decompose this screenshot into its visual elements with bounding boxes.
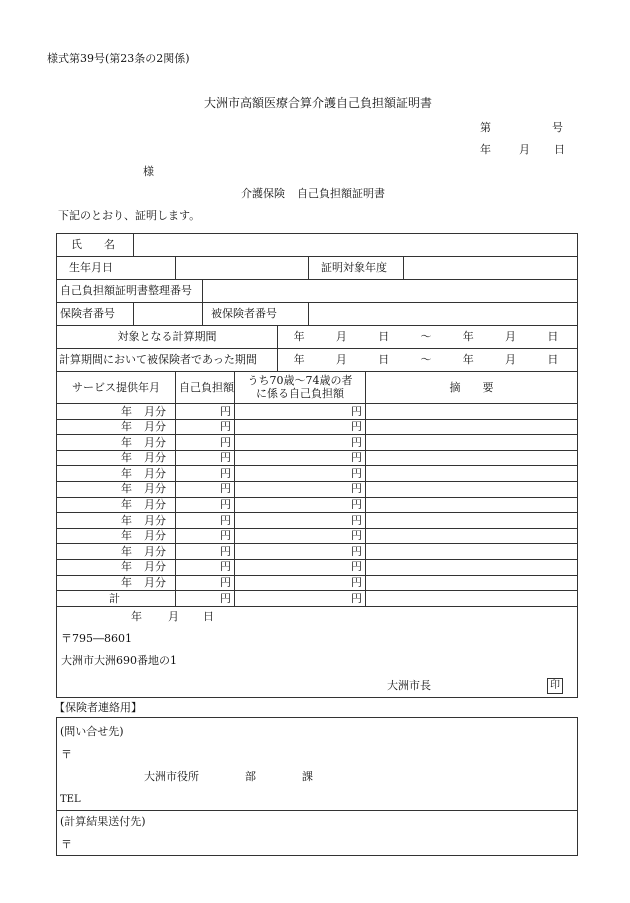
yen-unit: 円: [220, 513, 231, 527]
month-row: [57, 575, 578, 591]
month-row: [57, 528, 578, 544]
month-row: [57, 497, 578, 513]
insured-period-value[interactable]: [278, 349, 578, 372]
period-token: ～: [420, 330, 432, 344]
period-token: 日: [378, 353, 390, 367]
month-row: [57, 466, 578, 482]
cert-year-value[interactable]: [404, 257, 578, 280]
period-token: 月: [505, 353, 517, 367]
yen-unit: 円: [351, 513, 362, 527]
remarks-cell[interactable]: [366, 497, 578, 513]
document-date: [480, 144, 565, 155]
service-month-header: サービス提供年月: [57, 372, 176, 404]
age70-header: [235, 372, 366, 404]
month-row: [57, 559, 578, 575]
tel-label: TEL: [60, 794, 81, 805]
row-month-unit: 月分: [144, 576, 166, 590]
row-year-unit: 年: [121, 466, 132, 480]
birthdate-label: 生年月日: [57, 257, 176, 280]
period-token: 日: [378, 330, 390, 344]
self-pay-cell[interactable]: [176, 513, 235, 529]
remarks-cell[interactable]: [366, 466, 578, 482]
yen-unit: 円: [220, 420, 231, 434]
date-month: 月: [519, 143, 530, 156]
yen-unit: 円: [351, 544, 362, 558]
yen-unit: 円: [220, 466, 231, 480]
contact-divider: [57, 810, 577, 811]
period-token: 月: [505, 330, 517, 344]
yen-unit: 円: [220, 544, 231, 558]
number-prefix: 第: [480, 121, 491, 134]
yen-unit: 円: [220, 591, 231, 605]
self-pay-cell[interactable]: [176, 497, 235, 513]
subtitle-part1: 介護保険: [241, 187, 285, 200]
service-month-cell[interactable]: [57, 544, 176, 560]
name-value[interactable]: [134, 234, 578, 257]
self-pay-header: 自己負担額: [176, 372, 235, 404]
remarks-cell[interactable]: [366, 544, 578, 560]
row-year-unit: 年: [121, 513, 132, 527]
row-year-unit: 年: [121, 451, 132, 465]
yen-unit: 円: [351, 451, 362, 465]
contact-section-title: 【保険者連絡用】: [54, 701, 142, 714]
age70-cell[interactable]: [235, 404, 366, 420]
row-year-unit: 年: [121, 560, 132, 574]
remarks-cell[interactable]: [366, 513, 578, 529]
yen-unit: 円: [351, 435, 362, 449]
service-month-cell[interactable]: [57, 481, 176, 497]
period-token: 月: [335, 330, 347, 344]
yen-unit: 円: [220, 560, 231, 574]
age70-header-line1: うち70歳～74歳の者: [247, 374, 353, 388]
month-row: [57, 544, 578, 560]
service-month-cell[interactable]: [57, 497, 176, 513]
insured-number-value[interactable]: [309, 303, 578, 326]
age70-cell[interactable]: [235, 575, 366, 591]
self-pay-cell[interactable]: [176, 481, 235, 497]
section-suffix: 課: [302, 770, 313, 783]
remarks-cell[interactable]: [366, 419, 578, 435]
document-subtitle: [241, 188, 385, 199]
mayor-title: 大洲市長: [387, 679, 431, 692]
cert-number-label: 自己負担額証明書整理番号: [57, 280, 203, 303]
row-year-unit: 年: [121, 435, 132, 449]
subtitle-part2: 自己負担額証明書: [297, 187, 385, 200]
calc-period-label: 対象となる計算期間: [57, 326, 278, 349]
issue-day: 日: [203, 610, 214, 623]
yen-unit: 円: [351, 482, 362, 496]
service-month-cell[interactable]: [57, 450, 176, 466]
age70-cell[interactable]: [235, 528, 366, 544]
yen-unit: 円: [351, 404, 362, 418]
self-pay-cell[interactable]: [176, 466, 235, 482]
row-month-unit: 月分: [144, 482, 166, 496]
department-suffix: 部: [245, 770, 256, 783]
self-pay-cell[interactable]: [176, 419, 235, 435]
age70-cell[interactable]: [235, 450, 366, 466]
age70-cell[interactable]: [235, 497, 366, 513]
row-month-unit: 月分: [144, 420, 166, 434]
name-label: 氏 名: [57, 234, 134, 257]
issue-month: 月: [168, 610, 179, 623]
addressee-suffix: 様: [143, 165, 154, 178]
self-pay-cell[interactable]: [176, 544, 235, 560]
yen-unit: 円: [351, 529, 362, 543]
month-row: [57, 435, 578, 451]
period-token: 年: [462, 353, 474, 367]
document-number: [480, 122, 563, 133]
yen-unit: 円: [220, 576, 231, 590]
intro-text: 下記のとおり、証明します。: [58, 209, 201, 222]
yen-unit: 円: [351, 560, 362, 574]
row-month-unit: 月分: [144, 404, 166, 418]
issue-year: 年: [131, 610, 142, 623]
yen-unit: 円: [351, 576, 362, 590]
date-year: 年: [480, 143, 491, 156]
cert-number-value[interactable]: [203, 280, 578, 303]
remarks-cell[interactable]: [366, 450, 578, 466]
send-label: (計算結果送付先): [60, 815, 146, 828]
month-row: [57, 404, 578, 420]
yen-unit: 円: [351, 498, 362, 512]
period-token: 月: [335, 353, 347, 367]
age70-cell[interactable]: [235, 481, 366, 497]
yen-unit: 円: [351, 466, 362, 480]
insurer-number-value[interactable]: [134, 303, 203, 326]
service-month-cell[interactable]: [57, 404, 176, 420]
age70-cell[interactable]: [235, 544, 366, 560]
remarks-cell[interactable]: [366, 559, 578, 575]
age70-cell[interactable]: [235, 435, 366, 451]
row-month-unit: 月分: [144, 498, 166, 512]
yen-unit: 円: [220, 498, 231, 512]
remarks-header: 摘 要: [366, 372, 578, 404]
document-title: 大洲市高額医療合算介護自己負担額証明書: [204, 96, 433, 110]
self-pay-cell[interactable]: [176, 559, 235, 575]
self-pay-cell[interactable]: [176, 450, 235, 466]
period-token: 年: [462, 330, 474, 344]
birthdate-value[interactable]: [176, 257, 309, 280]
send-postal-mark: 〒: [61, 838, 72, 851]
row-year-unit: 年: [121, 404, 132, 418]
form-number: 様式第39号(第23条の2関係): [47, 52, 190, 65]
month-row: [57, 450, 578, 466]
row-month-unit: 月分: [144, 435, 166, 449]
office-name: 大洲市役所: [144, 770, 199, 783]
row-year-unit: 年: [121, 482, 132, 496]
issuer-address: 大洲市大洲690番地の1: [61, 654, 177, 667]
yen-unit: 円: [220, 482, 231, 496]
row-year-unit: 年: [121, 544, 132, 558]
inquiry-label: (問い合せ先): [60, 725, 124, 738]
service-month-cell[interactable]: [57, 466, 176, 482]
row-month-unit: 月分: [144, 466, 166, 480]
yen-unit: 円: [220, 451, 231, 465]
period-token: 年: [293, 353, 305, 367]
period-token: 日: [547, 330, 559, 344]
row-month-unit: 月分: [144, 451, 166, 465]
self-pay-cell[interactable]: [176, 575, 235, 591]
yen-unit: 円: [351, 420, 362, 434]
age70-cell[interactable]: [235, 513, 366, 529]
monthly-rows: [57, 404, 578, 591]
certificate-table: [56, 233, 578, 607]
remarks-cell[interactable]: [366, 481, 578, 497]
row-year-unit: 年: [121, 576, 132, 590]
remarks-cell[interactable]: [366, 575, 578, 591]
row-year-unit: 年: [121, 420, 132, 434]
cert-year-label: 証明対象年度: [309, 257, 404, 280]
insured-period-label: 計算期間において被保険者であった期間: [57, 349, 278, 372]
date-day: 日: [554, 143, 565, 156]
yen-unit: 円: [220, 529, 231, 543]
row-month-unit: 月分: [144, 513, 166, 527]
service-month-cell[interactable]: [57, 419, 176, 435]
total-text: 計: [109, 591, 120, 605]
seal-icon: 印: [547, 678, 563, 694]
yen-unit: 円: [220, 435, 231, 449]
service-month-cell[interactable]: [57, 559, 176, 575]
yen-unit: 円: [351, 591, 362, 605]
self-pay-cell[interactable]: [176, 528, 235, 544]
month-row: [57, 419, 578, 435]
age70-header-line2: に係る自己負担額: [256, 386, 344, 400]
row-year-unit: 年: [121, 529, 132, 543]
yen-unit: 円: [220, 404, 231, 418]
calc-period-value[interactable]: [278, 326, 578, 349]
row-year-unit: 年: [121, 498, 132, 512]
remarks-cell[interactable]: [366, 528, 578, 544]
period-token: 日: [547, 353, 559, 367]
insured-number-label: 被保険者番号: [203, 303, 309, 326]
issue-date: [131, 611, 214, 622]
remarks-cell[interactable]: [366, 435, 578, 451]
service-month-cell[interactable]: [57, 575, 176, 591]
age70-cell[interactable]: [235, 559, 366, 575]
self-pay-cell[interactable]: [176, 435, 235, 451]
number-suffix: 号: [552, 121, 563, 134]
inquiry-office: [144, 771, 313, 782]
contact-box: [56, 717, 578, 856]
row-month-unit: 月分: [144, 560, 166, 574]
inquiry-postal-mark: 〒: [61, 748, 72, 761]
service-month-cell[interactable]: [57, 513, 176, 529]
service-month-cell[interactable]: [57, 435, 176, 451]
service-month-cell[interactable]: [57, 528, 176, 544]
period-token: 年: [293, 330, 305, 344]
age70-cell[interactable]: [235, 466, 366, 482]
issuer-postal: 〒795―8601: [61, 632, 132, 645]
row-month-unit: 月分: [144, 529, 166, 543]
remarks-cell[interactable]: [366, 404, 578, 420]
row-month-unit: 月分: [144, 544, 166, 558]
month-row: [57, 513, 578, 529]
month-row: [57, 481, 578, 497]
insurer-number-label: 保険者番号: [57, 303, 134, 326]
self-pay-cell[interactable]: [176, 404, 235, 420]
period-token: ～: [420, 353, 432, 367]
age70-cell[interactable]: [235, 419, 366, 435]
